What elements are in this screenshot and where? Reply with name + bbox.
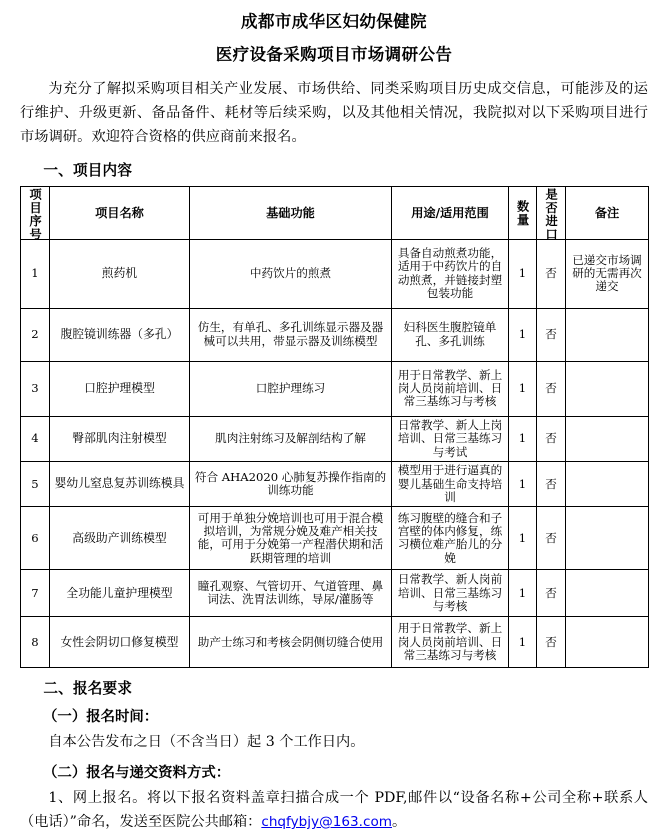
cell-quantity: 1: [509, 617, 537, 668]
cell-imported: 否: [537, 570, 566, 617]
table-row: [21, 239, 649, 308]
cell-imported: 否: [537, 308, 566, 361]
cell-quantity: 1: [509, 239, 537, 308]
cell-no: 7: [21, 570, 50, 617]
cell-no: 8: [21, 617, 50, 668]
cell-name: 腹腔镜训练器（多孔）: [50, 308, 190, 361]
table-body: [21, 239, 649, 668]
cell-name: 高级助产训练模型: [50, 507, 190, 570]
cell-remark: [566, 617, 649, 668]
cell-usage: 用于日常教学、新上岗人员岗前培训、日常三基练习与考核: [392, 361, 509, 416]
submission-item-one: [20, 787, 648, 835]
cell-name: 女性会阴切口修复模型: [50, 617, 190, 668]
cell-remark: [566, 308, 649, 361]
submission-item-one-text: 1、网上报名。将以下报名资料盖章扫描合成一个 PDF,邮件以“设备名称+公司全称+联系人（电话）”命名，发送至医院公共邮箱：: [20, 790, 648, 830]
cell-function: 符合 AHA2020 心肺复苏操作指南的训练功能: [190, 462, 392, 507]
column-header-function: 基础功能: [190, 186, 392, 239]
cell-quantity: 1: [509, 507, 537, 570]
cell-function: 中药饮片的煎煮: [190, 239, 392, 308]
cell-remark: [566, 416, 649, 461]
cell-imported: 否: [537, 416, 566, 461]
column-header-no: [21, 186, 50, 239]
cell-function: 仿生，有单孔、多孔训练显示器及器械可以共用，带显示器及训练模型: [190, 308, 392, 361]
cell-quantity: 1: [509, 570, 537, 617]
public-email-link[interactable]: chqfybjy@163.com: [261, 813, 392, 830]
subsection-heading-submission-method: （二）报名与递交资料方式：: [43, 764, 231, 782]
cell-name: 全功能儿童护理模型: [50, 570, 190, 617]
cell-no: 2: [21, 308, 50, 361]
cell-usage: 具备自动煎煮功能，适用于中药饮片的自动煎煮，并链接封塑包装功能: [392, 239, 509, 308]
cell-usage: 用于日常教学、新上岗人员岗前培训、日常三基练习与考核: [392, 617, 509, 668]
section-heading-registration-requirements: 二、报名要求: [43, 680, 133, 698]
table-row: [21, 507, 649, 570]
table-header-row: [21, 186, 649, 239]
organization-title: 成都市成华区妇幼保健院: [241, 12, 427, 31]
cell-quantity: 1: [509, 308, 537, 361]
column-header-remark: 备注: [566, 186, 649, 239]
cell-imported: 否: [537, 462, 566, 507]
cell-imported: 否: [537, 239, 566, 308]
column-header-quantity: [509, 186, 537, 239]
table-row: [21, 361, 649, 416]
cell-imported: 否: [537, 361, 566, 416]
cell-remark: [566, 507, 649, 570]
cell-usage: 日常教学、新人上岗培训、日常三基练习与考试: [392, 416, 509, 461]
cell-function: 瞳孔观察、气管切开、气道管理、鼻词法、洗胃法训练，导尿/灌肠等: [190, 570, 392, 617]
column-header-imported-label: 是否进口: [544, 187, 559, 241]
column-header-quantity-label: 数量: [515, 199, 530, 226]
cell-name: 口腔护理模型: [50, 361, 190, 416]
column-header-imported: [537, 186, 566, 239]
table-row: [21, 617, 649, 668]
cell-name: 婴幼儿窒息复苏训练模具: [50, 462, 190, 507]
section-heading-project-content: 一、项目内容: [43, 161, 133, 179]
cell-function: 可用于单独分娩培训也可用于混合模拟培训，为常规分娩及难产相关技能，可用于分娩第一产程潜伏期和活跃期管理的培训: [190, 507, 392, 570]
announcement-title: 医疗设备采购项目市场调研公告: [215, 44, 453, 64]
cell-usage: 日常教学、新人岗前培训、日常三基练习与考核: [392, 570, 509, 617]
cell-usage: 妇科医生腹腔镜单孔、多孔训练: [392, 308, 509, 361]
cell-no: 6: [21, 507, 50, 570]
cell-imported: 否: [537, 507, 566, 570]
cell-name: 煎药机: [50, 239, 190, 308]
cell-remark: [566, 570, 649, 617]
cell-usage: 模型用于进行逼真的婴儿基础生命支持培训: [392, 462, 509, 507]
cell-name: 臀部肌肉注射模型: [50, 416, 190, 461]
cell-no: 4: [21, 416, 50, 461]
column-header-name: 项目名称: [50, 186, 190, 239]
cell-function: 肌肉注射练习及解剖结构了解: [190, 416, 392, 461]
cell-quantity: 1: [509, 416, 537, 461]
subsection-heading-registration-time: （一）报名时间：: [43, 708, 159, 726]
cell-no: 1: [21, 239, 50, 308]
table-row: [21, 570, 649, 617]
column-header-usage: 用途/适用范围: [392, 186, 509, 239]
table-row: [21, 308, 649, 361]
cell-no: 3: [21, 361, 50, 416]
intro-paragraph: 为充分了解拟采购项目相关产业发展、市场供给、同类采购项目历史成交信息，可能涉及的运行维护、升级更新、备品备件、耗材等后续采购，以及其他相关情况，我院拟对以下采购项目进行市场调研。欢迎符合资格的供应商前来报名。: [20, 80, 648, 146]
cell-remark: [566, 361, 649, 416]
cell-quantity: 1: [509, 462, 537, 507]
cell-no: 5: [21, 462, 50, 507]
table-row: [21, 416, 649, 461]
submission-item-one-period: 。: [392, 813, 407, 830]
project-items-table: [20, 186, 649, 669]
cell-usage: 练习腹壁的缝合和子宫壁的体内修复，练习横位难产胎儿的分娩: [392, 507, 509, 570]
cell-remark: 已递交市场调研的无需再次递交: [566, 239, 649, 308]
cell-function: 口腔护理练习: [190, 361, 392, 416]
column-header-no-label: 项目序号: [28, 187, 43, 241]
cell-function: 助产士练习和考核会阴侧切缝合使用: [190, 617, 392, 668]
cell-quantity: 1: [509, 361, 537, 416]
registration-time-text: 自本公告发布之日（不含当日）起 3 个工作日内。: [48, 734, 365, 751]
cell-imported: 否: [537, 617, 566, 668]
table-row: [21, 462, 649, 507]
cell-remark: [566, 462, 649, 507]
